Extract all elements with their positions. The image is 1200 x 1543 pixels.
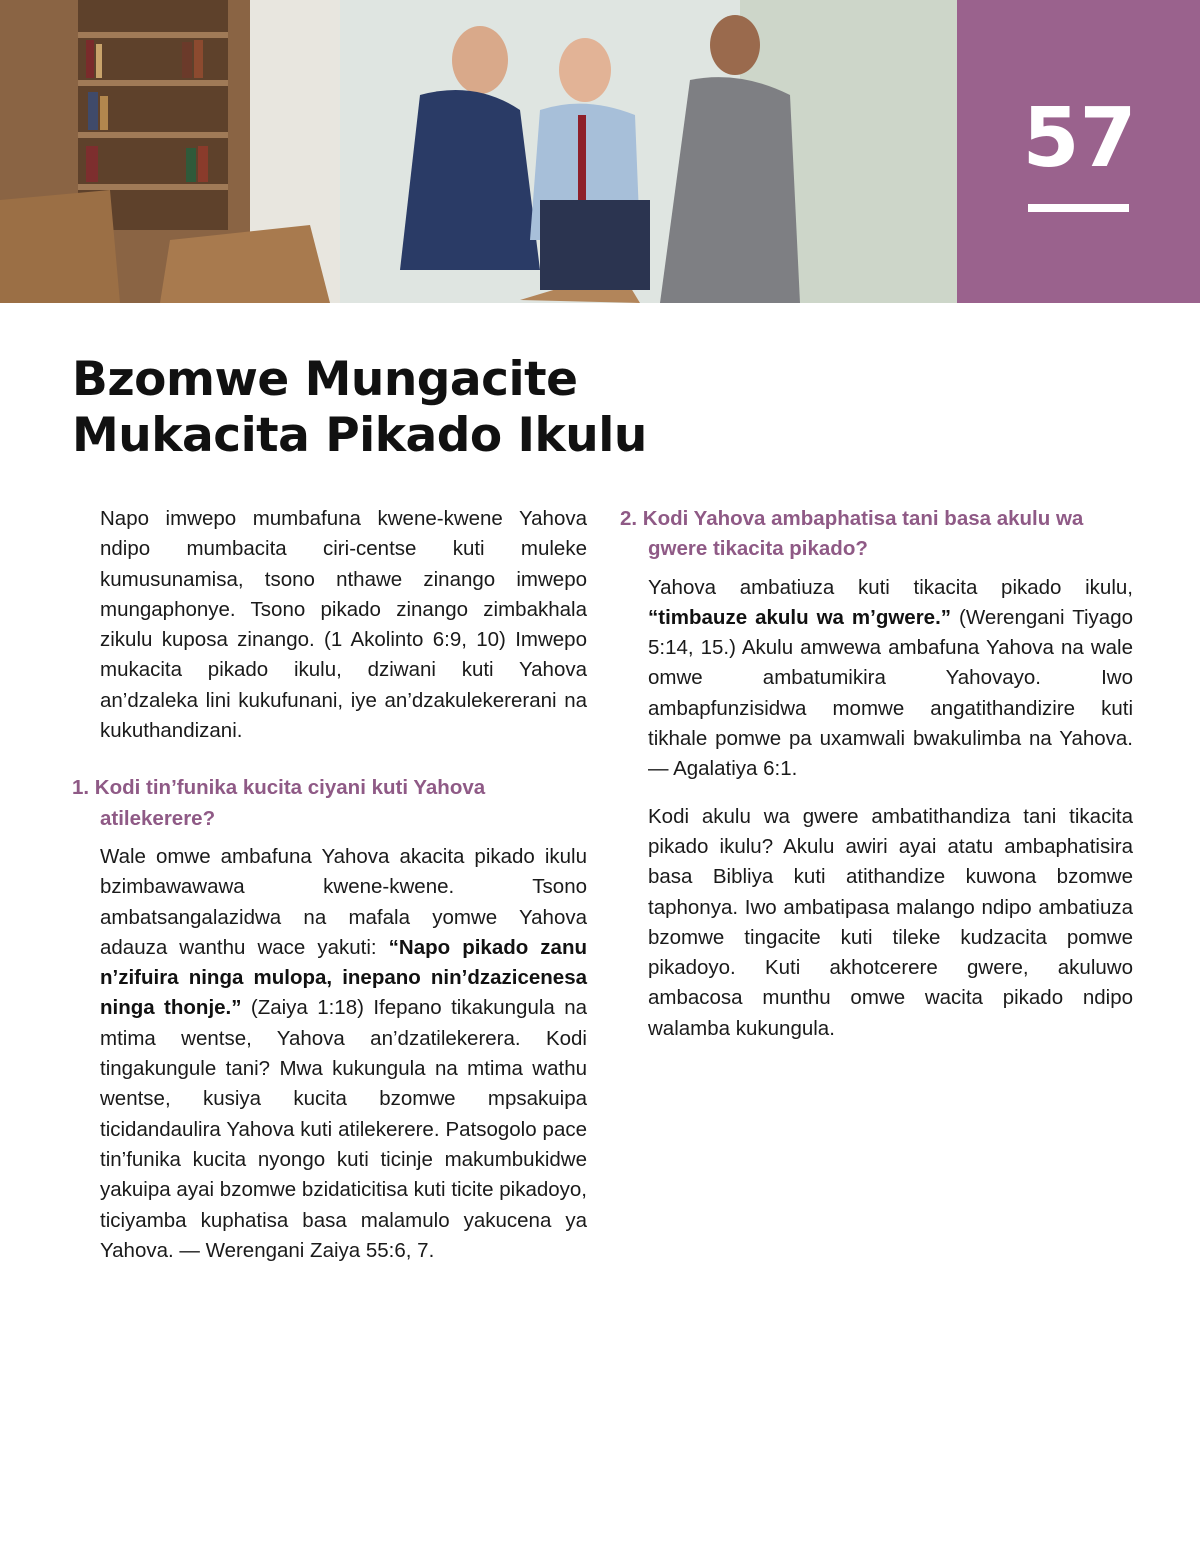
section2-p1-text-a: Yahova ambatiuza kuti tikacita pikado ikulu,: [648, 575, 1133, 599]
lesson-number: 57: [1022, 91, 1137, 186]
page-title-line2: Mukacita Pikado Ikulu: [72, 408, 647, 463]
page-title-line1: Bzomwe Mungacite: [72, 352, 578, 407]
lesson-number-tab: [957, 0, 1200, 303]
section1-text-a: Wale omwe ambafuna Yahova akacita pikado ikulu bzimbawawawa kwene-kwene. Tsono ambatsangalazidwa na mafala yomwe Yahova adauza wanthu wace yakuti:: [100, 844, 587, 959]
section2-p1-text-b: (Werengani Tiyago 5:14, 15.) Akulu amwewa ambafuna Yahova na wale omwe ambatumikira Yahovayo. Iwo ambapfunzisidwa momwe angatithandizire kuti tikhale pomwe pa uxamwali bwakulimba na Yahova. — Agalatiya 6:1.: [648, 605, 1133, 781]
section2-paragraph2: Kodi akulu wa gwere ambatithandiza tani tikacita pikado ikulu? Akulu awiri ayai atatu ambaphatisira basa Bibliya kuti atithandize kuwona bzomwe taphonya. Iwo ambatipasa malango ndipo ambatiuza bzomwe tingacite kuti tileke kudzacita pomwe pikadoyo. Kuti akhotcerere gwere, akuluwo ambacosa munthu omwe wacita pikado ndipo walamba kukungula.: [648, 804, 1133, 1040]
hero-photo-illustration: [0, 0, 957, 303]
section2-paragraph1: [648, 573, 1133, 785]
section1-paragraph: [100, 842, 587, 1266]
section1-quote: “Napo pikado zanu n’zifuira ninga mulopa, inepano nin’dzazicenesa ninga thonje.”: [100, 935, 588, 1020]
left-column: [72, 504, 587, 1283]
right-column: [620, 504, 1133, 1061]
hero-photo: [0, 0, 957, 303]
section1-text-b: (Zaiya 1:18) Ifepano tikakungula na mtima wentse, Yahova an’dzatilekerera. Kodi tingakungule tani? Mwa kukungula na mtima wathu wentse, kusiya kucita bzomwe mpsakuipa ticidandaulira Yahova kuti atilekerere. Patsogolo pace tin’funika kucita nyongo kuti ticinje makumbukidwe yakuipa ayai bzomwe bzidaticitisa kuti ticite pikadoyo, ticiyamba kuphatisa basa malamulo yakucena ya Yahova. — Werengani Zaiya 55:6, 7.: [100, 996, 587, 1262]
page-title: [72, 352, 647, 464]
section2-question: 2. Kodi Yahova ambaphatisa tani basa akulu wa gwere tikacita pikado?: [620, 507, 1084, 561]
lesson-number-rule: [1028, 204, 1129, 212]
section2-p1-quote: “timbauze akulu wa m’gwere.”: [648, 605, 952, 629]
section1-question: 1. Kodi tin’funika kucita ciyani kuti Yahova atilekerere?: [72, 776, 486, 830]
intro-paragraph: Napo imwepo mumbafuna kwene-kwene Yahova ndipo mumbacita ciri-centse kuti muleke kumusunamisa, tsono nthawe zinango imwepo mungaphonye. Tsono pikado zinango zimbakhala zikulu kuposa zinango. (1 Akolinto 6:9, 10) Imwepo mukacita pikado ikulu, dziwani kuti Yahova an’dzaleka lini kukufunani, iye an’dzakulekererani na kukuthandizani.: [100, 507, 587, 743]
